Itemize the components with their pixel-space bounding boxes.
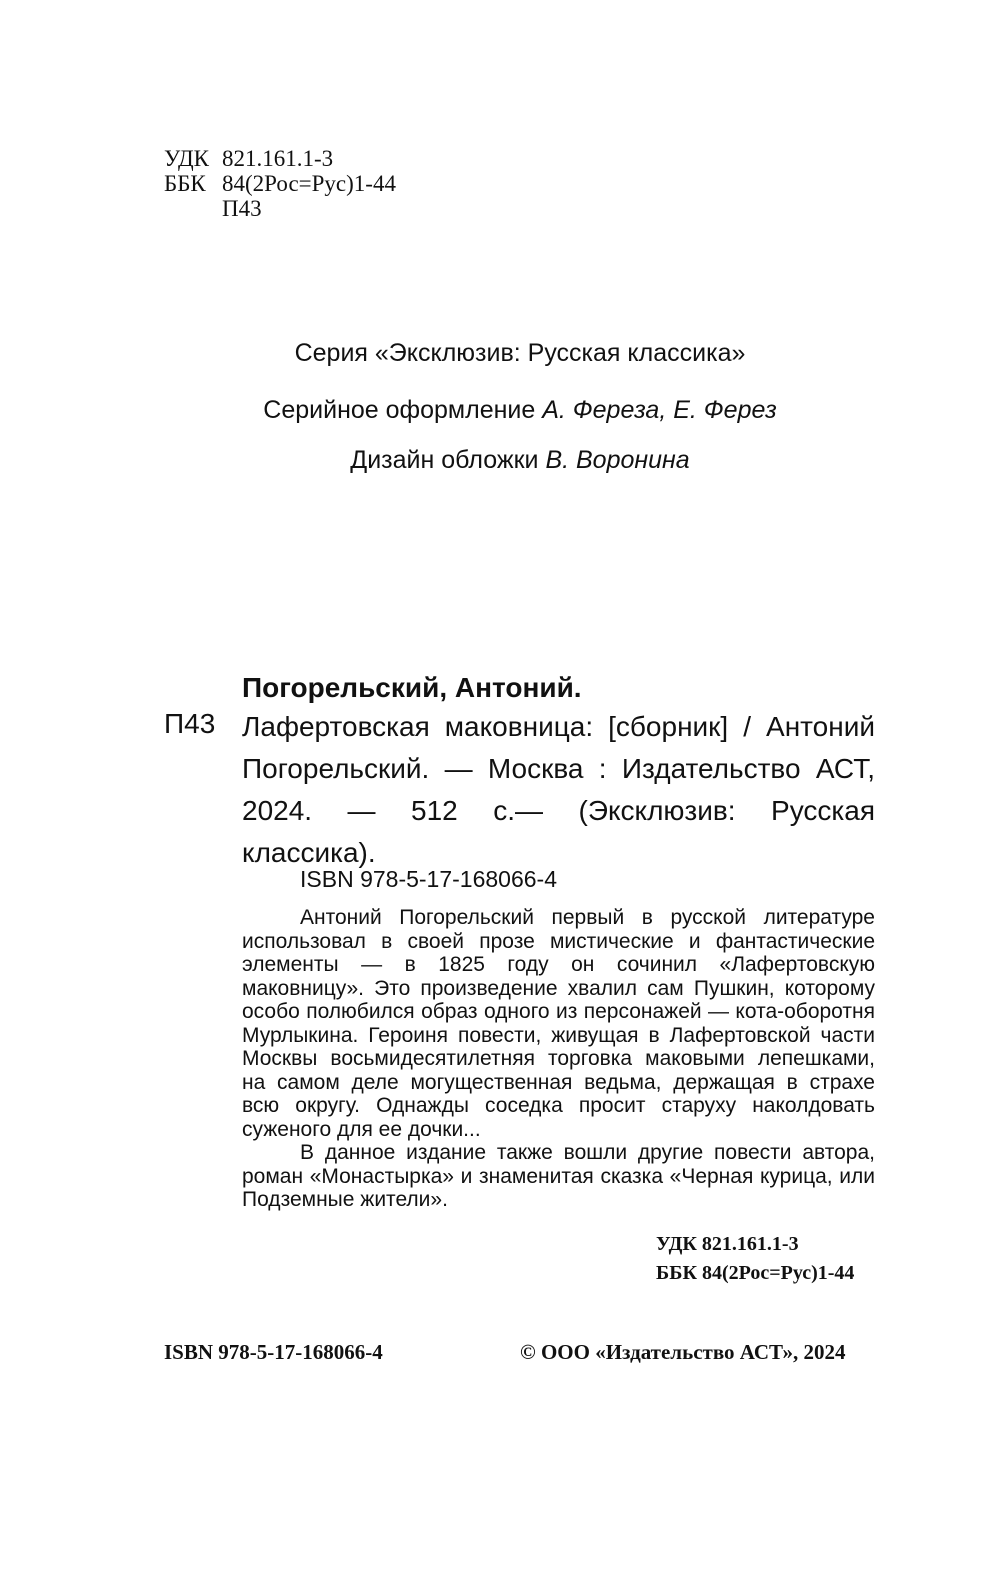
entry-author: Погорельский, Антоний. bbox=[242, 672, 582, 703]
cover-design-name: В. Воронина bbox=[545, 446, 690, 474]
author-sign-row bbox=[164, 196, 396, 221]
annotation-paragraph-2: В данное издание также вошли другие повести автора, роман «Монастырка» и знаменитая сказка «Черная курица, или Подземные жители». bbox=[242, 1141, 875, 1211]
series-text: Серия «Эксклюзив: Русская классика» bbox=[294, 339, 746, 367]
series-design-label: Серийное оформление bbox=[263, 396, 543, 424]
udk-bottom: УДК 821.161.1-3 bbox=[656, 1233, 799, 1255]
entry-description bbox=[242, 706, 875, 874]
annotation-paragraph-1: Антоний Погорельский первый в русской литературе использовал в своей прозе мистические и фантастические элементы — в 1825 году он сочинил «Лафертовскую маковницу». Это произведение хвалил сам Пушкин, которому особо полюбился образ одного из персонажей — кота-оборотня Мурлыкина. Героиня повести, живущая в Лафертовской части Москвы восьмидесятилетняя торговка маковыми лепешками, на самом деле могущественная ведьма, держащая в страхе всю округу. Однажды соседка просит старуху наколдовать суженого для ее дочки... bbox=[242, 906, 875, 1141]
cover-design-line bbox=[0, 446, 1000, 475]
entry-index: П43 bbox=[164, 708, 216, 739]
entry-text-main: Лафертовская маковница: [сборник] / Антоний Погорельский. — Москва : Издательство АСТ, 2024. — 512 с.— (Эксклюзив: Русская bbox=[242, 711, 875, 826]
bbk-label: ББК bbox=[164, 171, 206, 196]
footer-isbn: ISBN 978-5-17-168066-4 bbox=[164, 1340, 383, 1364]
udk-label: УДК bbox=[164, 146, 209, 171]
series-design-names: А. Фереза, Е. Ферез bbox=[542, 396, 777, 424]
entry-text-last: классика). bbox=[242, 837, 376, 868]
footer-copyright: © ООО «Издательство АСТ», 2024 bbox=[520, 1340, 846, 1364]
entry-isbn: ISBN 978-5-17-168066-4 bbox=[300, 866, 557, 892]
udk-value: 821.161.1-3 bbox=[222, 146, 334, 171]
annotation bbox=[242, 906, 875, 1212]
udk-row bbox=[164, 146, 396, 171]
series-design-line bbox=[0, 396, 1000, 425]
author-sign: П43 bbox=[222, 196, 262, 221]
bbk-value: 84(2Рос=Рус)1-44 bbox=[222, 171, 396, 196]
cover-design-label: Дизайн обложки bbox=[350, 446, 546, 474]
bbk-row bbox=[164, 171, 396, 196]
bbk-bottom: ББК 84(2Рос=Рус)1-44 bbox=[656, 1262, 855, 1284]
classification-codes-top bbox=[164, 146, 396, 221]
series-line bbox=[0, 339, 1000, 368]
classification-codes-bottom bbox=[656, 1230, 854, 1288]
